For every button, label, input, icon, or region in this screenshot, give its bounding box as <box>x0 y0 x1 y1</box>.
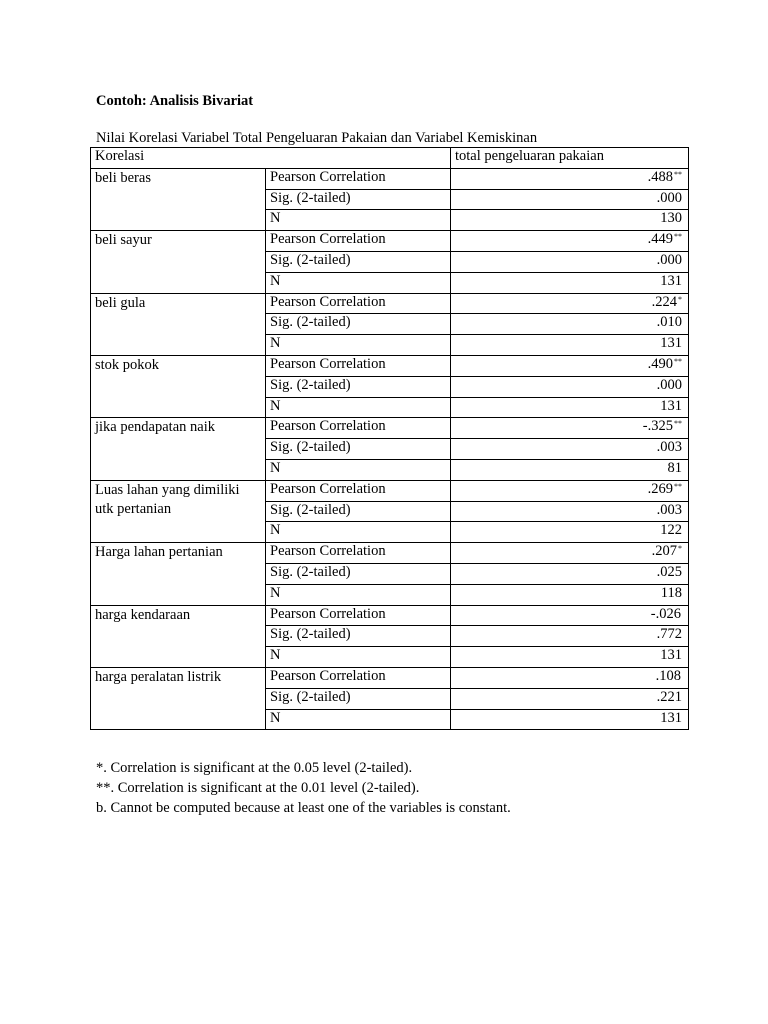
sig-value: .003 <box>451 439 689 460</box>
pearson-value: .224 <box>651 293 677 310</box>
correlation-table <box>90 147 689 730</box>
pearson-value: .488 <box>647 168 673 185</box>
variable-name: beli beras <box>91 168 266 230</box>
variable-name: jika pendapatan naik <box>91 418 266 480</box>
n-value: 118 <box>451 584 689 605</box>
stat-label-n: N <box>266 210 451 231</box>
sig-value: .000 <box>451 189 689 210</box>
sig-value: .772 <box>451 626 689 647</box>
table-row <box>91 543 689 564</box>
stat-label-n: N <box>266 397 451 418</box>
pearson-value-cell <box>451 605 689 626</box>
stat-label-pearson: Pearson Correlation <box>266 480 451 501</box>
n-value: 81 <box>451 459 689 480</box>
table-row <box>91 231 689 252</box>
table-row <box>91 355 689 376</box>
table-row <box>91 168 689 189</box>
pearson-value: .108 <box>655 667 681 684</box>
header-total-pengeluaran: total pengeluaran pakaian <box>451 148 689 169</box>
variable-name: Harga lahan pertanian <box>91 543 266 605</box>
stat-label-sig: Sig. (2-tailed) <box>266 501 451 522</box>
n-value: 131 <box>451 335 689 356</box>
stat-label-pearson: Pearson Correlation <box>266 543 451 564</box>
footnotes <box>96 758 511 818</box>
variable-name: beli sayur <box>91 231 266 293</box>
significance-marker: ** <box>674 419 682 429</box>
pearson-value: .449 <box>647 231 673 248</box>
stat-label-n: N <box>266 459 451 480</box>
footnote-3: b. Cannot be computed because at least one of the variables is constant. <box>96 800 511 816</box>
stat-label-pearson: Pearson Correlation <box>266 418 451 439</box>
table-row <box>91 667 689 688</box>
n-value: 131 <box>451 272 689 293</box>
stat-label-n: N <box>266 522 451 543</box>
n-value: 130 <box>451 210 689 231</box>
variable-name: stok pokok <box>91 355 266 417</box>
sig-value: .221 <box>451 688 689 709</box>
stat-label-n: N <box>266 709 451 730</box>
stat-label-sig: Sig. (2-tailed) <box>266 563 451 584</box>
significance-marker: ** <box>674 481 682 491</box>
variable-name: Luas lahan yang dimiliki utk pertanian <box>91 480 266 542</box>
variable-name: beli gula <box>91 293 266 355</box>
n-value: 122 <box>451 522 689 543</box>
n-value: 131 <box>451 709 689 730</box>
stat-label-pearson: Pearson Correlation <box>266 355 451 376</box>
significance-marker: * <box>678 544 682 554</box>
pearson-value-cell <box>451 543 689 564</box>
stat-label-n: N <box>266 647 451 668</box>
table-row <box>91 293 689 314</box>
stat-label-sig: Sig. (2-tailed) <box>266 626 451 647</box>
pearson-value-cell <box>451 231 689 252</box>
variable-name: harga kendaraan <box>91 605 266 667</box>
pearson-value: .269 <box>647 480 673 497</box>
table-row <box>91 605 689 626</box>
pearson-value-cell <box>451 355 689 376</box>
stat-label-pearson: Pearson Correlation <box>266 667 451 688</box>
stat-label-pearson: Pearson Correlation <box>266 168 451 189</box>
footnote-2: **. Correlation is significant at the 0.01 level (2-tailed). <box>96 780 420 796</box>
variable-name: harga peralatan listrik <box>91 667 266 729</box>
sig-value: .025 <box>451 563 689 584</box>
significance-marker: ** <box>674 356 682 366</box>
stat-label-sig: Sig. (2-tailed) <box>266 314 451 335</box>
stat-label-sig: Sig. (2-tailed) <box>266 251 451 272</box>
sig-value: .010 <box>451 314 689 335</box>
significance-marker: ** <box>674 232 682 242</box>
table-row <box>91 418 689 439</box>
pearson-value-cell <box>451 293 689 314</box>
stat-label-pearson: Pearson Correlation <box>266 293 451 314</box>
significance-marker: ** <box>674 169 682 179</box>
pearson-value-cell <box>451 480 689 501</box>
page-heading: Contoh: Analisis Bivariat <box>96 93 254 109</box>
sig-value: .000 <box>451 251 689 272</box>
footnote-1: *. Correlation is significant at the 0.05 level (2-tailed). <box>96 760 413 776</box>
stat-label-n: N <box>266 584 451 605</box>
n-value: 131 <box>451 397 689 418</box>
stat-label-sig: Sig. (2-tailed) <box>266 376 451 397</box>
pearson-value-cell <box>451 168 689 189</box>
sig-value: .003 <box>451 501 689 522</box>
stat-label-pearson: Pearson Correlation <box>266 605 451 626</box>
pearson-value: -.026 <box>650 605 681 622</box>
stat-label-sig: Sig. (2-tailed) <box>266 189 451 210</box>
pearson-value-cell <box>451 667 689 688</box>
sig-value: .000 <box>451 376 689 397</box>
stat-label-pearson: Pearson Correlation <box>266 231 451 252</box>
table-caption: Nilai Korelasi Variabel Total Pengeluaran Pakaian dan Variabel Kemiskinan <box>96 130 538 146</box>
n-value: 131 <box>451 647 689 668</box>
pearson-value: .207 <box>651 543 677 560</box>
stat-label-n: N <box>266 335 451 356</box>
pearson-value: .490 <box>647 355 673 372</box>
correlation-table-body <box>91 148 689 730</box>
significance-marker: * <box>678 294 682 304</box>
pearson-value-cell <box>451 418 689 439</box>
stat-label-sig: Sig. (2-tailed) <box>266 439 451 460</box>
table-header-row <box>91 148 689 169</box>
header-korelasi: Korelasi <box>91 148 451 169</box>
stat-label-n: N <box>266 272 451 293</box>
table-row <box>91 480 689 501</box>
stat-label-sig: Sig. (2-tailed) <box>266 688 451 709</box>
pearson-value: -.325 <box>642 418 673 435</box>
